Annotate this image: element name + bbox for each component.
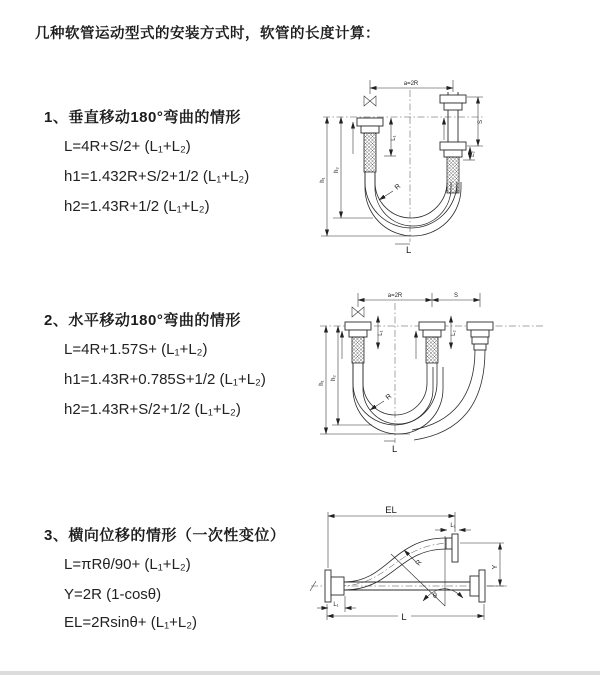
section-1-formula-l: L=4R+S/2+ (L₁+L₂) xyxy=(64,138,191,155)
page-title: 几种软管运动型式的安装方式时，软管的长度计算： xyxy=(35,26,380,42)
right-flange xyxy=(470,570,485,602)
dim-label-s: S xyxy=(453,293,459,299)
valve-icon xyxy=(364,96,376,106)
dim-label-l1: L₁ xyxy=(378,330,384,336)
dim-label-y: Y xyxy=(492,564,499,570)
dim-label-l1: L₁ xyxy=(391,135,397,141)
section-1-formula-h1: h1=1.432R+S/2+1/2 (L₁+L₂) xyxy=(64,168,250,185)
braid-section-left xyxy=(352,337,364,363)
radius-label: R xyxy=(384,392,394,402)
left-pipe xyxy=(357,118,383,172)
top-right-flange xyxy=(446,534,458,562)
length-label: L xyxy=(406,245,412,256)
dim-label-l1-top: L₁ xyxy=(450,523,456,529)
left-pipe xyxy=(345,322,371,363)
section-1-heading: 1、垂直移动180°弯曲的情形 xyxy=(44,109,241,126)
angle-label: θ xyxy=(433,593,437,600)
dim-label-h1: h₁ xyxy=(320,177,326,183)
dim-label-l2: L₂ xyxy=(470,151,476,157)
dim-label-a2r: a=2R xyxy=(387,293,403,299)
dim-label-a2r: a=2R xyxy=(403,81,419,87)
section-1-formula-h2: h2=1.43R+1/2 (L₁+L₂) xyxy=(64,198,210,215)
hose-curves xyxy=(353,350,485,440)
diagram-horizontal-180-bend xyxy=(312,283,552,465)
section-3-formula-el: EL=2Rsinθ+ (L₁+L₂) xyxy=(64,614,198,631)
middle-pipe xyxy=(419,322,445,363)
section-2-heading: 2、水平移动180°弯曲的情形 xyxy=(44,312,241,329)
section-3-formula-y: Y=2R (1-cosθ) xyxy=(64,586,162,603)
page-bottom-edge xyxy=(0,671,600,675)
dim-label-s: S xyxy=(478,119,484,125)
braid-section-middle xyxy=(426,337,438,363)
section-2-formula-l: L=4R+1.57S+ (L₁+L₂) xyxy=(64,341,208,358)
dim-label-h2: h₂ xyxy=(331,375,337,381)
valve-icon xyxy=(352,307,364,317)
radius-label: R xyxy=(414,558,424,568)
dim-label-l1-bottom: L₁ xyxy=(333,602,339,608)
diagram-vertical-180-bend xyxy=(313,70,553,262)
diagram-lateral-displacement xyxy=(303,498,515,638)
dim-label-h1: h₁ xyxy=(319,380,325,386)
dim-label-h2: h₂ xyxy=(334,167,340,173)
dim-label-l: L xyxy=(401,612,407,623)
section-3-formula-l: L=πRθ/90+ (L₁+L₂) xyxy=(64,556,191,573)
radius-leader xyxy=(404,550,416,562)
dim-label-l2: L₂ xyxy=(451,330,457,336)
left-flange xyxy=(325,570,344,602)
length-label: L xyxy=(392,444,398,455)
radius-leader xyxy=(379,191,393,200)
right-pipe xyxy=(440,92,466,193)
braid-section-left xyxy=(364,133,376,172)
section-2-formula-h2: h2=1.43R+S/2+1/2 (L₁+L₂) xyxy=(64,401,241,418)
dim-label-el: EL xyxy=(385,505,397,516)
section-2-formula-h1: h1=1.43R+0.785S+1/2 (L₁+L₂) xyxy=(64,371,266,388)
section-3-heading: 3、横向位移的情形（一次性变位） xyxy=(44,527,286,544)
right-pipe xyxy=(467,322,493,350)
radius-label: R xyxy=(393,182,403,192)
